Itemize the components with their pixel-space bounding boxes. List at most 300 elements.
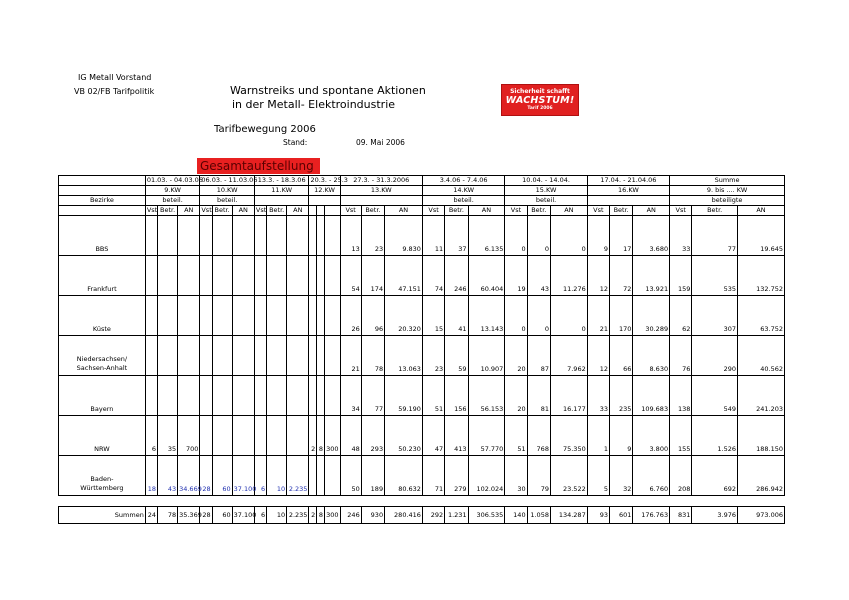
table-row <box>59 456 785 496</box>
table-cell <box>158 376 178 416</box>
logo-line2: WACHSTUM! <box>505 95 575 106</box>
table-cell: 768 <box>527 416 550 456</box>
table-cell <box>158 296 178 336</box>
table-cell: 76 <box>670 336 692 376</box>
table-cell <box>200 336 212 376</box>
table-cell <box>178 296 200 336</box>
period-beteil-label <box>340 196 422 206</box>
table-cell: 102.024 <box>468 456 505 496</box>
table-cell: 300 <box>325 416 341 456</box>
col-header-vst: Vst <box>146 206 158 214</box>
table-cell: 75.350 <box>550 416 587 456</box>
table-cell <box>267 336 287 376</box>
table-cell <box>145 256 157 296</box>
sum-cell: 1.058 <box>527 507 550 524</box>
col-header-vst: Vst <box>255 206 267 214</box>
sum-cell: 3.976 <box>692 507 738 524</box>
table-cell: 13.921 <box>633 256 670 296</box>
table-cell: 12 <box>587 336 609 376</box>
table-cell: 241.203 <box>738 376 785 416</box>
bezirke-header-spacer <box>59 176 146 186</box>
table-cell <box>178 336 200 376</box>
table-cell: 0 <box>505 296 527 336</box>
table-cell: 3.680 <box>633 216 670 256</box>
summen-label: Summen <box>59 507 146 524</box>
table-cell: 156 <box>445 376 468 416</box>
table-cell <box>317 376 325 416</box>
bezirk-name <box>59 456 146 496</box>
period-dates: 01.03. - 04.03.06 <box>146 176 203 184</box>
table-cell: 0 <box>505 216 527 256</box>
table-cell <box>267 296 287 336</box>
table-cell: 10.907 <box>468 336 505 376</box>
table-cell: 57.770 <box>468 416 505 456</box>
table-cell <box>325 256 341 296</box>
table-cell <box>212 416 232 456</box>
table-cell: 51 <box>422 376 444 416</box>
table-cell: 71 <box>422 456 444 496</box>
period-beteil-label: beteil. <box>200 196 255 206</box>
table-cell: 0 <box>550 216 587 256</box>
table-cell <box>232 336 254 376</box>
table-cell: 9 <box>587 216 609 256</box>
sum-cell: 60 <box>212 507 232 524</box>
col-header-an: AN <box>468 206 505 216</box>
bezirk-name-line1: BBS <box>95 245 109 253</box>
table-cell <box>254 376 266 416</box>
table-cell <box>309 216 317 256</box>
period-kw: 16.KW <box>587 186 669 196</box>
table-cell: 1 <box>587 416 609 456</box>
bezirke-header-spacer <box>59 186 146 196</box>
table-cell <box>325 456 341 496</box>
table-cell: 109.683 <box>633 376 670 416</box>
table-cell <box>232 216 254 256</box>
col-header-vst: Vst <box>670 206 692 216</box>
document-title-line2: in der Metall- Elektroindustrie <box>232 98 396 111</box>
logo-line1: Sicherheit schafft <box>510 88 570 95</box>
table-cell <box>145 336 157 376</box>
table-cell: 6.135 <box>468 216 505 256</box>
table-cell: 700 <box>178 416 200 456</box>
table-cell <box>232 256 254 296</box>
period-kw: 12.KW <box>309 186 340 196</box>
period-beteil-label: beteil. <box>422 196 504 206</box>
table-cell: 1.526 <box>692 416 738 456</box>
table-cell: 96 <box>361 296 384 336</box>
bezirk-name <box>59 416 146 456</box>
table-cell: 2 <box>309 416 317 456</box>
table-cell: 23 <box>422 336 444 376</box>
table-cell <box>254 216 266 256</box>
table-cell: 23 <box>361 216 384 256</box>
table-cell: 15 <box>422 296 444 336</box>
table-cell: 692 <box>692 456 738 496</box>
table-cell: 19 <box>505 256 527 296</box>
table-cell: 189 <box>361 456 384 496</box>
table-cell: 16.177 <box>550 376 587 416</box>
col-header-an: AN <box>385 206 423 216</box>
table-cell: 33 <box>587 376 609 416</box>
table-cell <box>232 296 254 336</box>
table-cell <box>317 456 325 496</box>
bezirk-name-line1: Niedersachsen/ <box>76 355 128 363</box>
period-kw: 15.KW <box>505 186 587 196</box>
sum-cell: 134.287 <box>550 507 587 524</box>
table-cell <box>200 216 212 256</box>
sum-cell: 292 <box>422 507 444 524</box>
col-header-vst: Vst <box>422 206 444 216</box>
period-dates: 3.4.06 - 7.4.06 <box>422 176 504 186</box>
sum-cell: 300 <box>325 507 341 524</box>
period-kw: 11.KW <box>254 186 309 196</box>
bezirk-name-line2: Württemberg <box>80 484 124 492</box>
sum-cell: 176.763 <box>633 507 670 524</box>
campaign-logo <box>501 84 579 116</box>
col-header-vst: Vst <box>505 206 527 216</box>
table-cell <box>287 376 309 416</box>
table-cell: 174 <box>361 256 384 296</box>
table-cell: 279 <box>445 456 468 496</box>
table-cell: 47.151 <box>385 256 423 296</box>
table-cell <box>158 256 178 296</box>
table-cell <box>200 296 212 336</box>
table-cell: 37 <box>445 216 468 256</box>
table-cell: 286.942 <box>738 456 785 496</box>
sum-cell: 2.235 <box>287 507 309 524</box>
table-cell: 63.752 <box>738 296 785 336</box>
table-cell: 59.190 <box>385 376 423 416</box>
col-header-betr: Betr. <box>445 206 468 216</box>
period-beteil-label <box>309 196 340 206</box>
table-cell: 60.404 <box>468 256 505 296</box>
table-cell: 43 <box>158 456 178 496</box>
table-cell: 40.562 <box>738 336 785 376</box>
table-cell: 30.289 <box>633 296 670 336</box>
table-spacer-row <box>59 496 785 507</box>
bezirke-header-spacer <box>59 206 146 216</box>
table-cell: 78 <box>361 336 384 376</box>
table-cell: 17 <box>609 216 632 256</box>
table-cell: 18 <box>145 456 157 496</box>
bezirk-name <box>59 216 146 256</box>
header-row-columns <box>59 206 785 216</box>
table-cell <box>200 416 212 456</box>
period-kw: 10.KW <box>200 186 255 196</box>
table-cell: 51 <box>505 416 527 456</box>
table-cell <box>309 336 317 376</box>
sum-cell: 93 <box>587 507 609 524</box>
org-name: IG Metall Vorstand <box>78 73 152 82</box>
table-cell <box>267 256 287 296</box>
table-cell: 293 <box>361 416 384 456</box>
table-cell: 77 <box>361 376 384 416</box>
table-cell <box>200 376 212 416</box>
col-header-betr: Betr. <box>267 206 287 216</box>
table-cell: 535 <box>692 256 738 296</box>
col-header-an: AN <box>633 206 670 216</box>
org-department: VB 02/FB Tarifpolitik <box>74 87 155 96</box>
table-cell <box>178 376 200 416</box>
header-row-kw <box>59 186 785 196</box>
table-cell: 10 <box>267 456 287 496</box>
table-cell: 0 <box>527 216 550 256</box>
table-row <box>59 336 785 376</box>
table-cell: 72 <box>609 256 632 296</box>
col-header-vst <box>309 206 317 216</box>
sum-cell: 28 <box>200 507 212 524</box>
strike-summary-table <box>58 175 785 524</box>
col-header-an: AN <box>232 206 254 216</box>
sum-cell: 280.416 <box>385 507 423 524</box>
table-cell: 6 <box>254 456 266 496</box>
table-cell: 20 <box>505 336 527 376</box>
table-cell <box>267 376 287 416</box>
table-cell: 21 <box>340 336 361 376</box>
table-cell: 21 <box>587 296 609 336</box>
table-cell: 77 <box>692 216 738 256</box>
table-cell: 20.320 <box>385 296 423 336</box>
table-cell <box>158 216 178 256</box>
bezirk-name-line1: Bayern <box>90 405 114 413</box>
table-cell <box>267 216 287 256</box>
table-cell: 33 <box>670 216 692 256</box>
period-dates: Summe <box>670 176 785 186</box>
table-cell <box>267 416 287 456</box>
table-cell <box>145 296 157 336</box>
period-beteil-label <box>587 196 669 206</box>
table-cell: 37.100 <box>232 456 254 496</box>
table-cell: 9 <box>609 416 632 456</box>
table-cell <box>317 336 325 376</box>
table-cell: 290 <box>692 336 738 376</box>
table-cell <box>325 376 341 416</box>
table-cell: 2.235 <box>287 456 309 496</box>
table-cell: 9.830 <box>385 216 423 256</box>
table-cell: 35 <box>158 416 178 456</box>
table-cell <box>309 456 317 496</box>
table-cell: 12 <box>587 256 609 296</box>
table-cell: 413 <box>445 416 468 456</box>
sum-cell: 831 <box>670 507 692 524</box>
col-header-betr <box>317 206 325 216</box>
table-cell <box>317 296 325 336</box>
period-dates: 27.3. - 31.3.2006 <box>340 176 422 186</box>
sum-cell: 8 <box>317 507 325 524</box>
table-cell <box>178 216 200 256</box>
period-dates: 13.3. - 18.3.06 <box>254 176 309 186</box>
table-cell: 13.063 <box>385 336 423 376</box>
sum-cell: 37.100 <box>232 507 254 524</box>
summen-row <box>59 507 785 524</box>
table-cell <box>232 376 254 416</box>
table-cell: 13.143 <box>468 296 505 336</box>
table-cell: 59 <box>445 336 468 376</box>
table-cell: 19.645 <box>738 216 785 256</box>
table-cell <box>145 216 157 256</box>
table-cell <box>287 256 309 296</box>
table-cell: 188.150 <box>738 416 785 456</box>
sum-cell: 601 <box>609 507 632 524</box>
tarifbewegung-heading: Tarifbewegung 2006 <box>214 124 316 135</box>
table-cell: 6.760 <box>633 456 670 496</box>
table-cell: 54 <box>340 256 361 296</box>
table-cell <box>212 376 232 416</box>
period-kw: 9.KW <box>145 186 200 196</box>
table-cell <box>325 336 341 376</box>
table-cell: 81 <box>527 376 550 416</box>
table-cell: 87 <box>527 336 550 376</box>
header-row-beteil <box>59 196 785 206</box>
col-header-betr: Betr. <box>212 206 232 216</box>
period-beteil-label: beteil. <box>505 196 587 206</box>
table-cell: 6 <box>145 416 157 456</box>
table-cell <box>287 336 309 376</box>
table-cell <box>200 256 212 296</box>
period-beteil-label: beteil. <box>145 196 200 206</box>
col-header-betr: Betr. <box>361 206 384 216</box>
table-cell <box>158 336 178 376</box>
table-cell: 28 <box>200 456 212 496</box>
period-beteil-label <box>254 196 309 206</box>
bezirk-name-line1: Frankfurt <box>87 285 117 293</box>
table-cell: 80.632 <box>385 456 423 496</box>
table-cell <box>317 256 325 296</box>
col-header-an: AN <box>287 206 309 216</box>
table-row <box>59 376 785 416</box>
col-header-betr: Betr. <box>527 206 550 216</box>
period-dates: 17.04. - 21.04.06 <box>587 176 669 186</box>
table-cell <box>254 256 266 296</box>
sum-cell: 1.231 <box>445 507 468 524</box>
table-row <box>59 416 785 456</box>
stand-date: 09. Mai 2006 <box>356 138 405 147</box>
table-cell: 41 <box>445 296 468 336</box>
table-cell: 0 <box>550 296 587 336</box>
bezirk-name <box>59 296 146 336</box>
table-cell: 11.276 <box>550 256 587 296</box>
col-header-vst: Vst <box>340 206 361 216</box>
sum-cell: 246 <box>340 507 361 524</box>
table-row <box>59 256 785 296</box>
table-cell: 246 <box>445 256 468 296</box>
table-cell: 50 <box>340 456 361 496</box>
sum-cell: 6 <box>254 507 266 524</box>
table-cell: 8 <box>317 416 325 456</box>
col-header-betr: Betr. <box>158 206 178 216</box>
table-cell <box>287 296 309 336</box>
sum-cell: 10 <box>267 507 287 524</box>
table-cell <box>232 416 254 456</box>
period-dates: 06.03. - 11.03.06 <box>201 176 258 184</box>
table-cell: 74 <box>422 256 444 296</box>
table-cell <box>287 216 309 256</box>
table-cell <box>145 376 157 416</box>
col-header-an <box>325 206 341 216</box>
table-cell: 79 <box>527 456 550 496</box>
period-dates: 20.3. - 25.3 <box>310 176 348 184</box>
table-cell: 138 <box>670 376 692 416</box>
bezirk-name <box>59 376 146 416</box>
table-cell: 20 <box>505 376 527 416</box>
table-cell: 13 <box>340 216 361 256</box>
table-cell <box>325 296 341 336</box>
table-cell <box>212 216 232 256</box>
sum-cell: 140 <box>505 507 527 524</box>
logo-line3: Tarif 2006 <box>527 106 553 111</box>
table-cell: 307 <box>692 296 738 336</box>
table-cell: 170 <box>609 296 632 336</box>
col-header-an: AN <box>178 206 200 216</box>
table-cell: 8.630 <box>633 336 670 376</box>
bezirk-name <box>59 256 146 296</box>
sum-cell: 35.369 <box>178 507 200 524</box>
table-cell <box>254 296 266 336</box>
table-cell: 159 <box>670 256 692 296</box>
period-dates: 10.04. - 14.04. <box>505 176 587 186</box>
sum-cell: 306.535 <box>468 507 505 524</box>
table-cell <box>212 296 232 336</box>
table-cell: 34 <box>340 376 361 416</box>
table-cell: 30 <box>505 456 527 496</box>
sum-cell: 78 <box>158 507 178 524</box>
table-row <box>59 296 785 336</box>
col-header-an: AN <box>550 206 587 216</box>
table-cell <box>212 256 232 296</box>
bezirk-name-line1: Küste <box>92 325 111 333</box>
col-header-vst: Vst <box>201 206 212 214</box>
table-cell <box>309 376 317 416</box>
table-cell: 235 <box>609 376 632 416</box>
table-cell <box>178 256 200 296</box>
table-cell <box>309 296 317 336</box>
document-title-line1: Warnstreiks und spontane Aktionen <box>230 84 426 97</box>
bezirke-header: Bezirke <box>59 196 146 206</box>
sum-cell: 24 <box>145 507 157 524</box>
table-cell: 62 <box>670 296 692 336</box>
table-cell: 23.522 <box>550 456 587 496</box>
table-cell: 48 <box>340 416 361 456</box>
table-cell: 549 <box>692 376 738 416</box>
sum-cell: 930 <box>361 507 384 524</box>
bezirk-name-line1: NRW <box>94 445 110 453</box>
table-cell: 0 <box>527 296 550 336</box>
bezirk-name <box>59 336 146 376</box>
table-cell: 66 <box>609 336 632 376</box>
table-cell: 3.800 <box>633 416 670 456</box>
table-cell <box>317 216 325 256</box>
period-beteil-label: beteiligte <box>670 196 785 206</box>
period-kw: 14.KW <box>422 186 504 196</box>
col-header-vst: Vst <box>587 206 609 216</box>
table-row <box>59 216 785 256</box>
bezirk-name-line2: Sachsen-Anhalt <box>76 364 128 372</box>
table-cell: 43 <box>527 256 550 296</box>
table-cell: 11 <box>422 216 444 256</box>
table-cell <box>212 336 232 376</box>
bezirk-name-line1: Baden- <box>90 475 114 483</box>
sum-cell: 973.006 <box>738 507 785 524</box>
table-cell: 5 <box>587 456 609 496</box>
header-row-dates <box>59 176 785 186</box>
col-header-betr: Betr. <box>609 206 632 216</box>
stand-label: Stand: <box>283 138 308 147</box>
table-cell: 7.962 <box>550 336 587 376</box>
table-cell: 132.752 <box>738 256 785 296</box>
col-header-betr: Betr. <box>692 206 738 216</box>
table-cell: 60 <box>212 456 232 496</box>
table-cell <box>325 216 341 256</box>
